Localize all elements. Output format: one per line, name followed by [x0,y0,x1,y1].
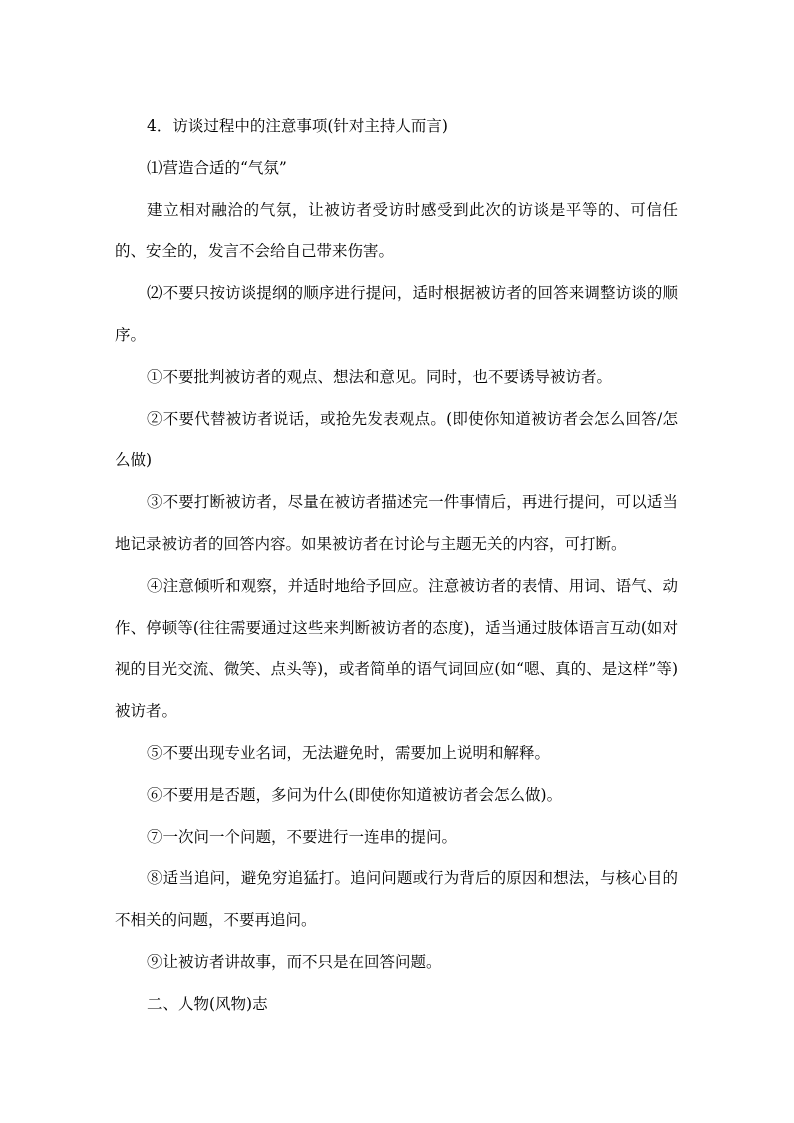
list-item: ④注意倾听和观察，并适时地给予回应。注意被访者的表情、用词、语气、动作、停顿等(往往需要通过这些来判断被访者的态度)，适当通过肢体语言互动(如对视的目光交流、微笑、点头等)，或者简单的语气词回应(如“嗯、真的、是这样”等)被访者。 [115,576,678,721]
list-item: ⑨让被访者讲故事，而不只是在回答问题。 [147,952,442,971]
list-item: ⑧适当追问，避免穷追猛打。追问问题或行为背后的原因和想法，与核心目的不相关的问题，不要再追问。 [115,869,678,930]
list-item: ①不要批判被访者的观点、想法和意见。同时，也不要诱导被访者。 [147,367,613,386]
list-item: ⑥不要用是否题，多问为什么(即使你知道被访者会怎么做)。 [147,785,563,804]
document-body [115,106,678,1026]
list-item: ⑤不要出现专业名词，无法避免时，需要加上说明和解释。 [147,743,551,762]
list-item: ②不要代替被访者说话，或抢先发表观点。(即使你知道被访者会怎么回答/怎么做) [115,409,678,470]
section-heading: 二、人物(风物)志 [147,994,268,1013]
subsection-heading: ⑴营造合适的“气氛” [147,158,287,177]
list-item: ⑦一次问一个问题，不要进行一连串的提问。 [147,827,458,846]
body-paragraph: 建立相对融洽的气氛，让被访者受访时感受到此次的访谈是平等的、可信任的、安全的，发言不会给自己带来伤害。 [115,200,678,261]
section-heading: 4．访谈过程中的注意事项(针对主持人而言) [147,117,448,135]
subsection-heading: ⑵不要只按访谈提纲的顺序进行提问，适时根据被访者的回答来调整访谈的顺序。 [115,284,678,344]
list-item: ③不要打断被访者，尽量在被访者描述完一件事情后，再进行提问，可以适当地记录被访者的回答内容。如果被访者在讨论与主题无关的内容，可打断。 [115,493,678,553]
